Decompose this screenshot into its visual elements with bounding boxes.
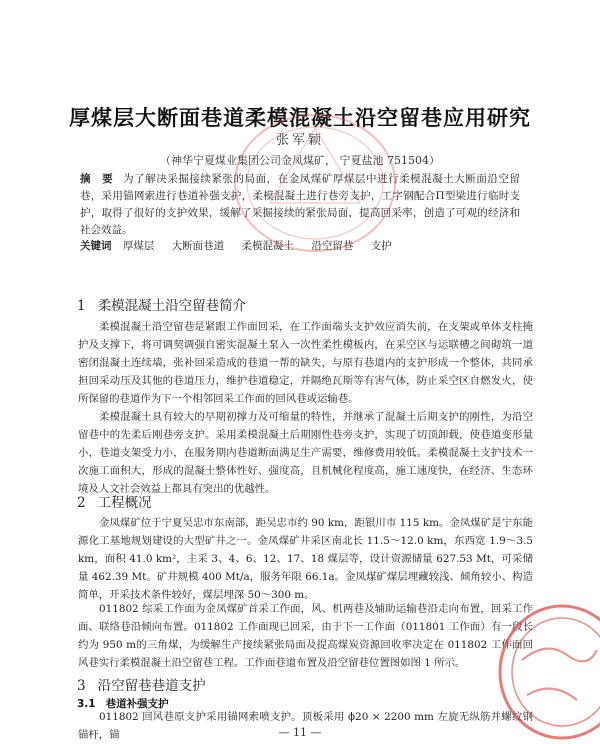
keyword: 柔模混凝土 [241,240,295,252]
keywords [80,238,530,253]
affiliation: （神华宁夏煤业集团公司金凤煤矿， 宁夏盐池 751504） [160,154,440,167]
keyword: 沿空留巷 [311,240,354,252]
paragraph: 柔模混凝土沿空留巷是紧跟工作面回采，在工作面端头支护效应消失前，在支架或单体支柱掩护及支撑下，将可调契调强自密实混凝土泵入一次性柔性模板内，在采空区与运联槽之间砌筑一道密闭混凝土连续墙，张补回采造成的巷道一帮的缺失，与原有巷道内的支护形成一个整体，共同承担回采动压及其他的巷道压力，维护巷道稳定，并隔绝瓦斯等有害气体，防止采空区自燃发火，使所保留的巷道作为下一个相邻回采工作面的回风巷或运输巷。 [78,321,533,405]
section-number: 2 [77,495,86,511]
section-heading-3 [77,674,206,694]
section-number: 1 [77,298,86,314]
keyword: 大断面巷道 [171,240,225,252]
keyword: 厚煤层 [122,240,155,252]
author-name: 张军颖 [275,133,324,148]
abstract-label: 摘 要 [80,173,114,185]
keyword: 支护 [370,240,392,252]
subsection-number: 3.1 [77,698,96,710]
page-number: — 11 — [278,726,322,739]
paragraph: 011802 回风巷原支护采用锚网索喷支护。顶板采用 ϕ20 × 2200 mm 左旋无纵筋并螺纹钢锚杆，锚 [78,711,533,741]
section-title: 工程概况 [97,495,152,511]
section-title: 沿空留巷巷道支护 [97,678,206,694]
paragraph: 柔模混凝土具有较大的早期初撑力及可缩量的特性，并继承了混凝土后期支护的刚性，为沿空留巷中的先柔后刚巷旁支护。采用柔模混凝土后期刚性巷旁支护，实现了切顶卸载，使巷道变形量小，巷道支架受力小，在服务期内巷道断面满足生产需要，维修费用较低。柔模混凝土支护技术一次施工面积大，形成的混凝土整体性好、强度高，且机械化程度高，施工速度快，在经济、生态环境及人文社会效益上都具有突出的优越性。 [78,411,533,495]
section-heading-2 [77,491,152,511]
paper-title: 厚煤层大断面巷道柔模混凝土沿空留巷应用研究 [69,106,531,131]
section-heading-1 [77,294,246,314]
section-number: 3 [77,678,86,694]
abstract [80,171,520,239]
paragraph: 金凤煤矿位于宁夏吴忠市东南部，距吴忠市约 90 km，距银川市 115 km。金凤煤矿是宁东能源化工基地规划建设的大型矿井之一。金凤煤矿井采区南北长 11.5～12.0 km，东西宽 1.9～3.5 km，面积 41.0 km²，主采 3、4、6、12、17、18 煤层等，设计资源储量 627.53 Mt，可采储量 462.39 Mt。矿井规模 400 Mt/a，服务年限 66.1a。金凤煤矿煤层埋藏较浅、倾角较小、构造简单，开采技术条件较好，煤层埋深 50～300 m。 [78,517,533,601]
paragraph: 011802 综采工作面为金凤煤矿首采工作面，风、机两巷及辅助运输巷沿走向布置，回采工作面、联络巷沿倾向布置。011802 工作面现已回采，由于下一工作面（011801 工作面）有一段长约为 950 m的三角煤，为缓解生产接续紧张局面及提高煤炭资源回收率决定在 011802 工作面回风巷实行柔模混凝土沿空留巷工程。工作面巷道布置及沿空留巷位置图如图 1 所示。 [78,603,533,669]
abstract-text: 为了解决采掘接续紧张的局面，在金凤煤矿厚煤层中进行柔模混凝土大断面沿空留巷，采用锚网索进行巷道补强支护，柔模混凝土进行巷旁支护，工字钢配合Π型梁进行临时支护，取得了很好的支护效果，缓解了采掘接续的紧张局面，提高回采率，创造了可观的经济和社会效益。 [80,173,521,236]
subsection-title: 巷道补强支护 [105,698,169,710]
keywords-label: 关键词 [80,240,112,252]
section-title: 柔模混凝土沿空留巷简介 [97,298,247,314]
